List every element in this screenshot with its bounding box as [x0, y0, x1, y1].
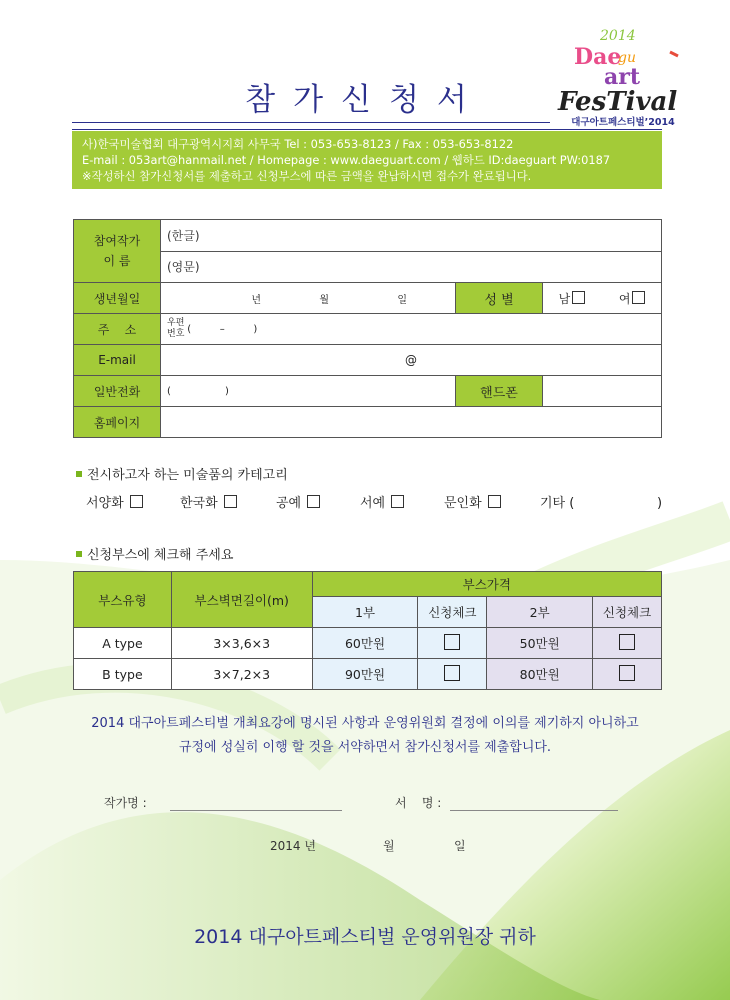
homepage-label: 홈페이지 [74, 407, 161, 438]
booth-sub-check2: 신청체크 [593, 597, 662, 628]
gender-female-checkbox[interactable] [632, 291, 645, 304]
name-english-field[interactable] [161, 251, 662, 283]
category-label-western: 서양화 [86, 496, 124, 511]
checkbox-b-part1[interactable] [444, 665, 460, 681]
postal-label: 우편 번호 [167, 318, 185, 339]
category-label-other: 기타 ( ) [540, 496, 663, 511]
festival-brand-text: 대구아트페스티벌’2014 [571, 117, 675, 128]
svg-text:art: art [604, 64, 641, 90]
category-heading-text: 전시하고자 하는 미술품의 카테고리 [87, 468, 288, 483]
booth-wall-a: 3×3,6×3 [171, 628, 312, 659]
pledge-text [0, 712, 730, 760]
checkbox-craft[interactable] [307, 495, 320, 508]
booth-check2-b[interactable] [593, 659, 662, 690]
category-label-calligraphy: 서예 [360, 496, 386, 511]
birth-year: 년 [251, 294, 261, 306]
category-item-other[interactable] [540, 492, 662, 511]
page-title: 참가신청서 [245, 82, 485, 118]
category-item-calligraphy[interactable] [360, 492, 404, 511]
booth-col-wall: 부스벽면길이(m) [171, 572, 312, 628]
homepage-field[interactable] [161, 407, 662, 438]
birth-field[interactable] [161, 283, 456, 314]
address-label: 주 소 [74, 314, 161, 345]
contact-line-1: 사)한국미술협회 대구광역시지회 사무국 Tel : 053-653-8123 / Fax : 053-653-8122 [82, 137, 514, 151]
booth-sub-check1: 신청체크 [418, 597, 487, 628]
mobile-label: 핸드폰 [456, 376, 543, 407]
email-field[interactable] [161, 345, 662, 376]
booth-sub-part2: 2부 [487, 597, 593, 628]
name-korean-field[interactable] [161, 220, 662, 252]
bullet-icon [76, 471, 82, 477]
gender-field[interactable] [543, 283, 662, 314]
booth-heading-text: 신청부스에 체크해 주세요 [87, 548, 234, 563]
applicant-form [73, 219, 662, 438]
date-year: 2014 년 [270, 839, 316, 853]
birth-month: 월 [319, 294, 329, 306]
phone-format: ( ) [167, 385, 229, 397]
checkbox-korean[interactable] [224, 495, 237, 508]
svg-text:Dae: Dae [574, 44, 622, 70]
booth-check1-a[interactable] [418, 628, 487, 659]
booth-col-price: 부스가격 [312, 572, 661, 597]
info-top-rule [72, 129, 662, 130]
category-heading [76, 464, 288, 483]
date-month: 월 [383, 839, 395, 853]
notice-line: ※작성하신 참가신청서를 제출하고 신청부스에 따른 금액을 완납하시면 접수가 완료됩니다. [82, 169, 532, 183]
title-underline [72, 122, 550, 123]
booth-check1-b[interactable] [418, 659, 487, 690]
booth-price2-b: 80만원 [487, 659, 593, 690]
gender-male-label: 남 [558, 291, 571, 306]
booth-price1-b: 90만원 [312, 659, 418, 690]
pledge-line-1: 2014 대구아트페스티벌 개최요강에 명시된 사항과 운영위원회 결정에 이의를 제기하지 아니하고 [91, 716, 639, 731]
category-label-craft: 공예 [276, 496, 302, 511]
checkbox-a-part2[interactable] [619, 634, 635, 650]
category-item-western[interactable] [86, 492, 143, 511]
booth-col-type: 부스유형 [74, 572, 172, 628]
checkbox-literati[interactable] [488, 495, 501, 508]
gender-female-label: 여 [618, 291, 631, 306]
gender-male-checkbox[interactable] [572, 291, 585, 304]
pledge-line-2: 규정에 성실히 이행 할 것을 서약하면서 참가신청서를 제출합니다. [178, 740, 552, 755]
mobile-field[interactable] [543, 376, 662, 407]
booth-price1-a: 60만원 [312, 628, 418, 659]
svg-text:2014: 2014 [600, 28, 636, 44]
booth-row [74, 628, 662, 659]
category-item-korean[interactable] [180, 492, 237, 511]
phone-field[interactable] [161, 376, 456, 407]
gender-label: 성 별 [456, 283, 543, 314]
signature-line[interactable] [450, 810, 618, 811]
booth-table [73, 571, 662, 690]
artist-name-line[interactable] [170, 810, 342, 811]
booth-price2-a: 50만원 [487, 628, 593, 659]
category-item-literati[interactable] [444, 492, 501, 511]
booth-heading [76, 544, 233, 563]
svg-text:gu: gu [618, 50, 636, 66]
category-label-literati: 문인화 [444, 496, 482, 511]
checkbox-calligraphy[interactable] [391, 495, 404, 508]
bullet-icon [76, 551, 82, 557]
phone-label: 일반전화 [74, 376, 161, 407]
booth-type-b: B type [74, 659, 172, 690]
checkbox-western[interactable] [130, 495, 143, 508]
artist-name-label: 참여작가 이 름 [74, 220, 161, 283]
checkbox-b-part2[interactable] [619, 665, 635, 681]
email-label: E-mail [74, 345, 161, 376]
addressee: 2014 대구아트페스티벌 운영위원장 귀하 [194, 926, 536, 948]
birth-label: 생년월일 [74, 283, 161, 314]
category-item-craft[interactable] [276, 492, 320, 511]
contact-line-2: E-mail : 053art@hanmail.net / Homepage : www.daeguart.com / 웹하드 ID:daeguart PW:0187 [82, 153, 611, 167]
email-at-sign: @ [405, 353, 417, 367]
booth-type-a: A type [74, 628, 172, 659]
address-field[interactable] [161, 314, 662, 345]
date-day: 일 [454, 839, 466, 853]
checkbox-a-part1[interactable] [444, 634, 460, 650]
birth-day: 일 [397, 294, 407, 306]
artist-name-sign-label: 작가명 : [104, 796, 147, 810]
name-korean-hint: (한글) [167, 228, 200, 243]
signature-label: 서 명 : [395, 796, 442, 810]
booth-row [74, 659, 662, 690]
booth-sub-part1: 1부 [312, 597, 418, 628]
postal-format: ( – ) [187, 323, 258, 335]
svg-text:FesTival: FesTival [558, 87, 678, 117]
booth-wall-b: 3×7,2×3 [171, 659, 312, 690]
booth-check2-a[interactable] [593, 628, 662, 659]
name-english-hint: (영문) [167, 260, 200, 275]
category-label-korean: 한국화 [180, 496, 218, 511]
contact-info-box [72, 131, 662, 189]
